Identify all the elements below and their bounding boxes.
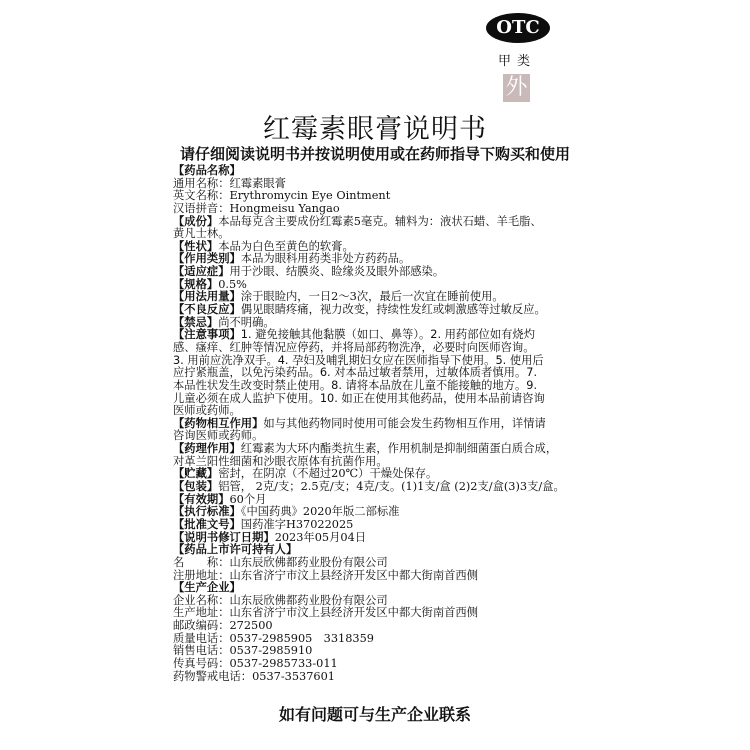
- section-heading: 【包装】: [173, 480, 219, 494]
- section-text: 60个月: [229, 492, 267, 506]
- section-heading: 【药品名称】: [173, 164, 241, 177]
- section-heading: 【有效期】: [173, 492, 230, 506]
- section-heading: 【不良反应】: [173, 303, 241, 317]
- section-heading: 【用法用量】: [173, 290, 241, 304]
- section-text: 应拧紧瓶盖，以免污染药品。6. 对本品过敏者禁用，过敏体质者慎用。7.: [173, 366, 538, 380]
- external-use-mark: 外: [503, 74, 530, 102]
- section-text: 传真号码：0537-2985733-011: [173, 656, 338, 670]
- section-text: 名 称：山东辰欣佛都药业股份有限公司: [173, 555, 388, 569]
- section-text: 《中国药典》2020年版二部标准: [240, 505, 400, 519]
- section-heading: 【药品上市许可持有人】: [173, 543, 298, 557]
- footer-note: 如有问题可与生产企业联系: [278, 705, 471, 724]
- section-heading: 【执行标准】: [173, 505, 241, 519]
- section-heading: 【适应症】: [173, 265, 230, 279]
- section-text: 英文名称：Erythromycin Eye Ointment: [173, 189, 391, 203]
- section-heading: 【规格】: [173, 277, 219, 291]
- section-text: 销售电话：0537-2985910: [173, 644, 313, 658]
- page-title: 红霉素眼膏说明书: [263, 114, 487, 145]
- section-heading: 【成份】: [173, 214, 219, 228]
- section-text: 感、瘙痒、红肿等情况应停药，并将局部药物洗净，必要时向医师咨询。: [173, 340, 535, 354]
- section-text: 如与其他药物同时使用可能会发生药物相互作用，详情请: [263, 416, 546, 430]
- section-text: 对革兰阳性细菌和沙眼衣原体有抗菌作用。: [173, 454, 388, 468]
- section-text: 本品性状发生改变时禁止使用。8. 请将本品放在儿童不能接触的地方。9.: [173, 378, 538, 392]
- otc-logo: OTC: [486, 13, 550, 43]
- section-text: 国药准字H37022025: [240, 517, 354, 531]
- section-heading: 【药理作用】: [173, 442, 241, 456]
- section-text: 本品为白色至黄色的软膏。: [218, 239, 354, 253]
- section-text: 药物警戒电话：0537-3537601: [173, 669, 335, 683]
- section-text: 1. 避免接触其他黏膜（如口、鼻等）。2. 用药部位如有烧灼: [240, 328, 536, 342]
- section-text: 医师或药师。: [173, 404, 241, 418]
- leaflet-body: [173, 165, 593, 683]
- section-text: 3. 用前应洗净双手。4. 孕妇及哺乳期妇女应在医师指导下使用。5. 使用后: [173, 353, 544, 367]
- section-text: 咨询医师或药师。: [173, 429, 264, 443]
- section-heading: 【注意事项】: [173, 328, 241, 342]
- section-text: 儿童必须在成人监护下使用。10. 如正在使用其他药品，使用本品前请咨询: [173, 391, 545, 405]
- section-heading: 【药物相互作用】: [173, 416, 264, 430]
- section-text: 密封，在阴凉（不超过20℃）干燥处保存。: [218, 467, 438, 481]
- section-text: 邮政编码：272500: [173, 619, 273, 633]
- otc-class-label: 甲类: [498, 54, 537, 69]
- section-text: 尚不明确。: [218, 315, 275, 329]
- section-text: 注册地址：山东省济宁市汶上县经济开发区中都大街南首西侧: [173, 568, 479, 582]
- section-text: 偶见眼睛疼痛，视力改变，持续性发红或刺激感等过敏反应。: [240, 303, 546, 317]
- section-text: 质量电话：0537-2985905 3318359: [173, 631, 374, 645]
- section-text: 铝管， 2克/支；2.5克/支；4克/支。(1)1支/盒 (2)2支/盒(3)3支/盒。: [218, 480, 565, 494]
- section-text: 涂于眼睑内，一日2～3次，最后一次宜在睡前使用。: [240, 290, 504, 304]
- section-text: 生产地址：山东省济宁市汶上县经济开发区中都大街南首西侧: [173, 606, 479, 620]
- section-text: 2023年05月04日: [274, 530, 367, 544]
- section-text: 通用名称：红霉素眼膏: [173, 176, 286, 190]
- section-heading: 【说明书修订日期】: [173, 530, 275, 544]
- section-text: 本品每克含主要成份红霉素5毫克。辅料为：液状石蜡、羊毛脂、: [218, 214, 542, 228]
- section-heading: 【贮藏】: [173, 467, 219, 481]
- section-text: 本品为眼科用药类非处方药药品。: [240, 252, 411, 266]
- section-heading: 【作用类别】: [173, 252, 241, 266]
- section-text: 企业名称：山东辰欣佛都药业股份有限公司: [173, 593, 388, 607]
- section-heading: 【批准文号】: [173, 517, 241, 531]
- section-text: 用于沙眼、结膜炎、睑缘炎及眼外部感染。: [229, 265, 445, 279]
- section-text: 汉语拼音：Hongmeisu Yangao: [173, 201, 340, 215]
- section-heading: 【生产企业】: [173, 581, 241, 595]
- section-text: 黄凡士林。: [173, 227, 230, 241]
- section-text: 红霉素为大环内酯类抗生素，作用机制是抑制细菌蛋白质合成，: [240, 442, 558, 456]
- page-subtitle: 请仔细阅读说明书并按说明使用或在药师指导下购买和使用: [179, 145, 570, 163]
- section-text: 0.5%: [218, 277, 247, 291]
- section-heading: 【禁忌】: [173, 315, 219, 329]
- leaflet-line: [173, 671, 593, 684]
- section-heading: 【性状】: [173, 239, 219, 253]
- leaflet-line: [173, 216, 593, 229]
